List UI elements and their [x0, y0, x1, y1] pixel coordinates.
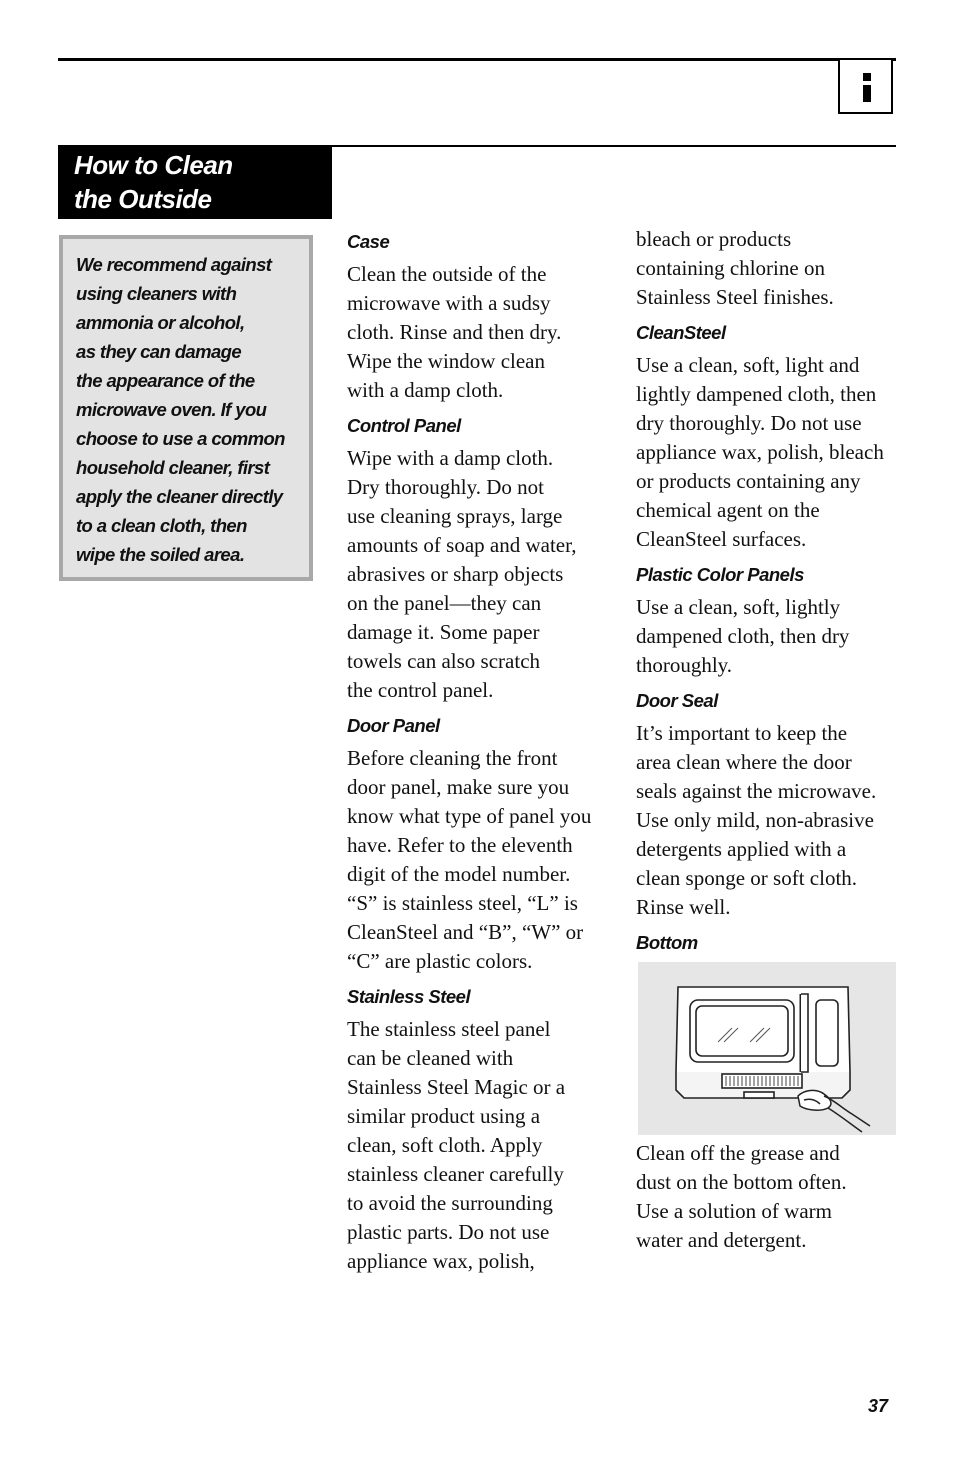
- note-line: household cleaner, first: [76, 457, 270, 478]
- note-line: using cleaners with: [76, 283, 237, 304]
- section-body-control-panel: Wipe with a damp cloth. Dry thoroughly. Do not use cleaning sprays, large amounts of soap and water, abrasives or sharp objects on the panel—they can damage it. Some paper towels can also scratch the control panel.: [347, 446, 577, 702]
- note-line: microwave oven. If you: [76, 399, 267, 420]
- section-heading-bottom: Bottom: [636, 932, 698, 953]
- section-heading-stainless-steel: Stainless Steel: [347, 986, 471, 1007]
- section-body-stainless-continued: bleach or products containing chlorine on Stainless Steel finishes.: [636, 227, 834, 309]
- section-body-door-seal: It’s important to keep the area clean where the door seals against the microwave. Use only mild, non-abrasive detergents applied with a clean sponge or soft cloth. Rinse well.: [636, 721, 877, 919]
- page-number: 37: [867, 1396, 888, 1416]
- section-body-door-panel: Before cleaning the front door panel, make sure you know what type of panel you have. Refer to the eleventh digit of the model number. “S” is stainless steel, “L” is CleanSteel and “B”, “W” or “C” are plastic colors.: [347, 746, 592, 973]
- top-rule: [58, 58, 896, 61]
- page-title: [58, 145, 332, 219]
- note-line: We recommend against: [76, 254, 272, 275]
- section-heading-case: Case: [347, 231, 390, 252]
- note-line: to a clean cloth, then: [76, 515, 247, 536]
- warning-note: [59, 235, 313, 581]
- note-line: choose to use a common: [76, 428, 285, 449]
- note-line: ammonia or alcohol,: [76, 312, 245, 333]
- note-line: wipe the soiled area.: [76, 544, 245, 565]
- section-body-stainless-steel: The stainless steel panel can be cleaned with Stainless Steel Magic or a similar product using a clean, soft cloth. Apply stainless cleaner carefully to avoid the surrounding plastic parts. Do not use appliance wax, polish,: [347, 1017, 566, 1273]
- content-column-right: [636, 224, 901, 1258]
- info-icon: [838, 60, 893, 114]
- section-body-bottom: Clean off the grease and dust on the bottom often. Use a solution of warm water and detergent.: [636, 1141, 847, 1252]
- section-body-case: Clean the outside of the microwave with a sudsy cloth. Rinse and then dry. Wipe the window clean with a damp cloth.: [347, 262, 562, 402]
- note-line: the appearance of the: [76, 370, 255, 391]
- section-heading-cleansteel: CleanSteel: [636, 322, 726, 343]
- title-rule: [330, 145, 896, 147]
- section-heading-door-panel: Door Panel: [347, 715, 440, 736]
- content-column-left: [347, 224, 617, 1279]
- page-title-line: the Outside: [74, 184, 212, 214]
- section-heading-control-panel: Control Panel: [347, 415, 461, 436]
- microwave-bottom-cleaning-illustration: [638, 962, 896, 1135]
- section-body-cleansteel: Use a clean, soft, light and lightly dampened cloth, then dry thoroughly. Do not use appliance wax, polish, bleach or products containing any chemical agent on the CleanSteel surfaces.: [636, 353, 884, 551]
- section-body-plastic-color-panels: Use a clean, soft, lightly dampened cloth, then dry thoroughly.: [636, 595, 850, 677]
- note-line: as they can damage: [76, 341, 242, 362]
- section-heading-door-seal: Door Seal: [636, 690, 718, 711]
- section-heading-plastic-color-panels: Plastic Color Panels: [636, 564, 804, 585]
- page-title-line: How to Clean: [74, 150, 233, 180]
- note-line: apply the cleaner directly: [76, 486, 283, 507]
